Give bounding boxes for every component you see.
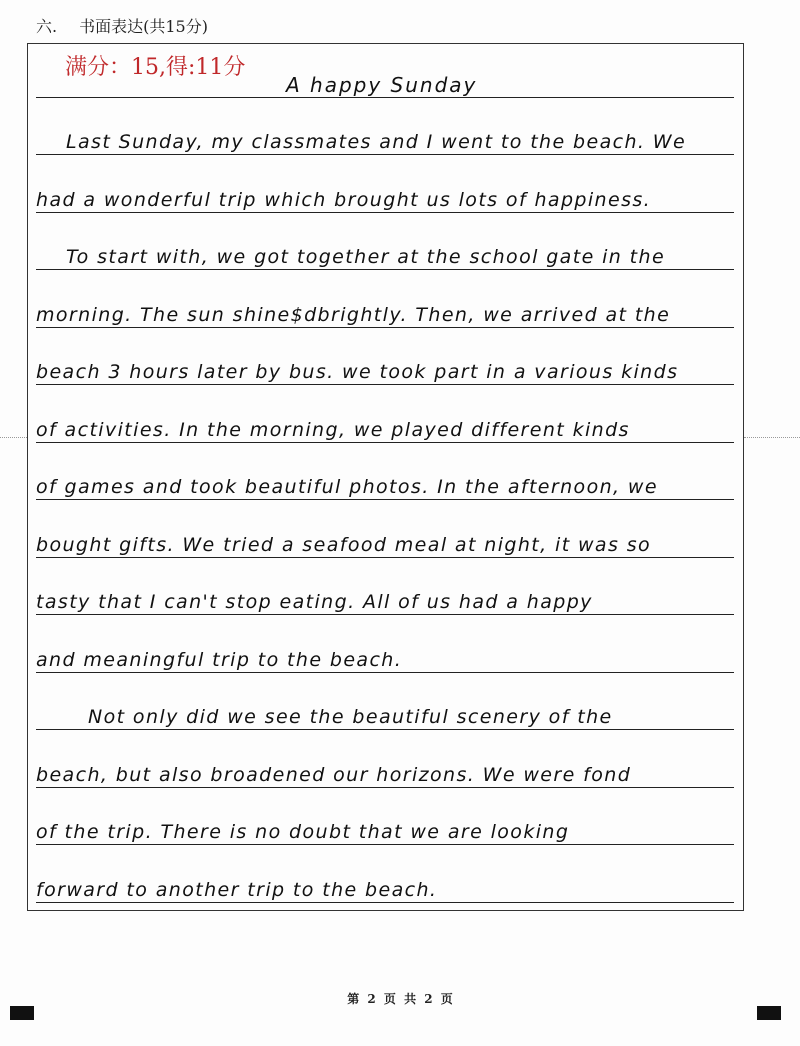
fold-line-right [744, 437, 800, 438]
essay-line [36, 845, 734, 903]
essay-line [36, 500, 734, 558]
essay-line [36, 730, 734, 788]
essay-line-text: To start with, we got together at the school gate in the [66, 246, 666, 268]
essay-line [36, 673, 734, 731]
section-heading [36, 14, 208, 37]
essay-line-text: beach 3 hours later by bus. we took part in a various kinds [36, 361, 679, 383]
essay-line [36, 98, 734, 156]
essay-line-text: tasty that I can't stop eating. All of us had a happy [36, 591, 593, 613]
essay-line-text: Last Sunday, my classmates and I went to the beach. We [66, 131, 687, 153]
essay-line [36, 385, 734, 443]
essay-line [36, 270, 734, 328]
page-number: 第 2 页 共 2 页 [347, 992, 453, 1006]
essay-line [36, 558, 734, 616]
essay-line-text: and meaningful trip to the beach. [36, 648, 403, 671]
essay-line-text: of games and took beautiful photos. In the afternoon, we [36, 476, 658, 498]
essay-line [36, 328, 734, 386]
essay-line [36, 788, 734, 846]
essay-line [36, 213, 734, 271]
section-title: 书面表达(共15分) [79, 17, 208, 36]
essay-line [36, 443, 734, 501]
essay-line-text: Not only did we see the beautiful scenery of the [88, 706, 613, 728]
essay-line-text: of the trip. There is no doubt that we are looking [36, 821, 570, 843]
fold-line-left [0, 437, 27, 438]
essay-line-text: bought gifts. We tried a seafood meal at night, it was so [36, 533, 652, 556]
essay-line-text: forward to another trip to the beach. [36, 878, 438, 901]
essay-line-text: beach, but also broadened our horizons. We were fond [36, 763, 632, 786]
essay-line-text: had a wonderful trip which brought us lots of happiness. [36, 188, 652, 211]
score-annotation: 满分：15,得:11分 [65, 55, 246, 80]
scan-registration-mark-left [10, 1006, 34, 1020]
essay-line-text: morning. The sun shine$dbrightly. Then, we arrived at the [36, 303, 671, 326]
section-number: 六. [36, 17, 58, 36]
essay-lines [36, 40, 734, 903]
scan-registration-mark-right [757, 1006, 781, 1020]
essay-line [36, 615, 734, 673]
essay-title: A happy Sunday [286, 72, 478, 97]
essay-line-text: of activities. In the morning, we played different kinds [36, 418, 630, 441]
essay-line [36, 155, 734, 213]
